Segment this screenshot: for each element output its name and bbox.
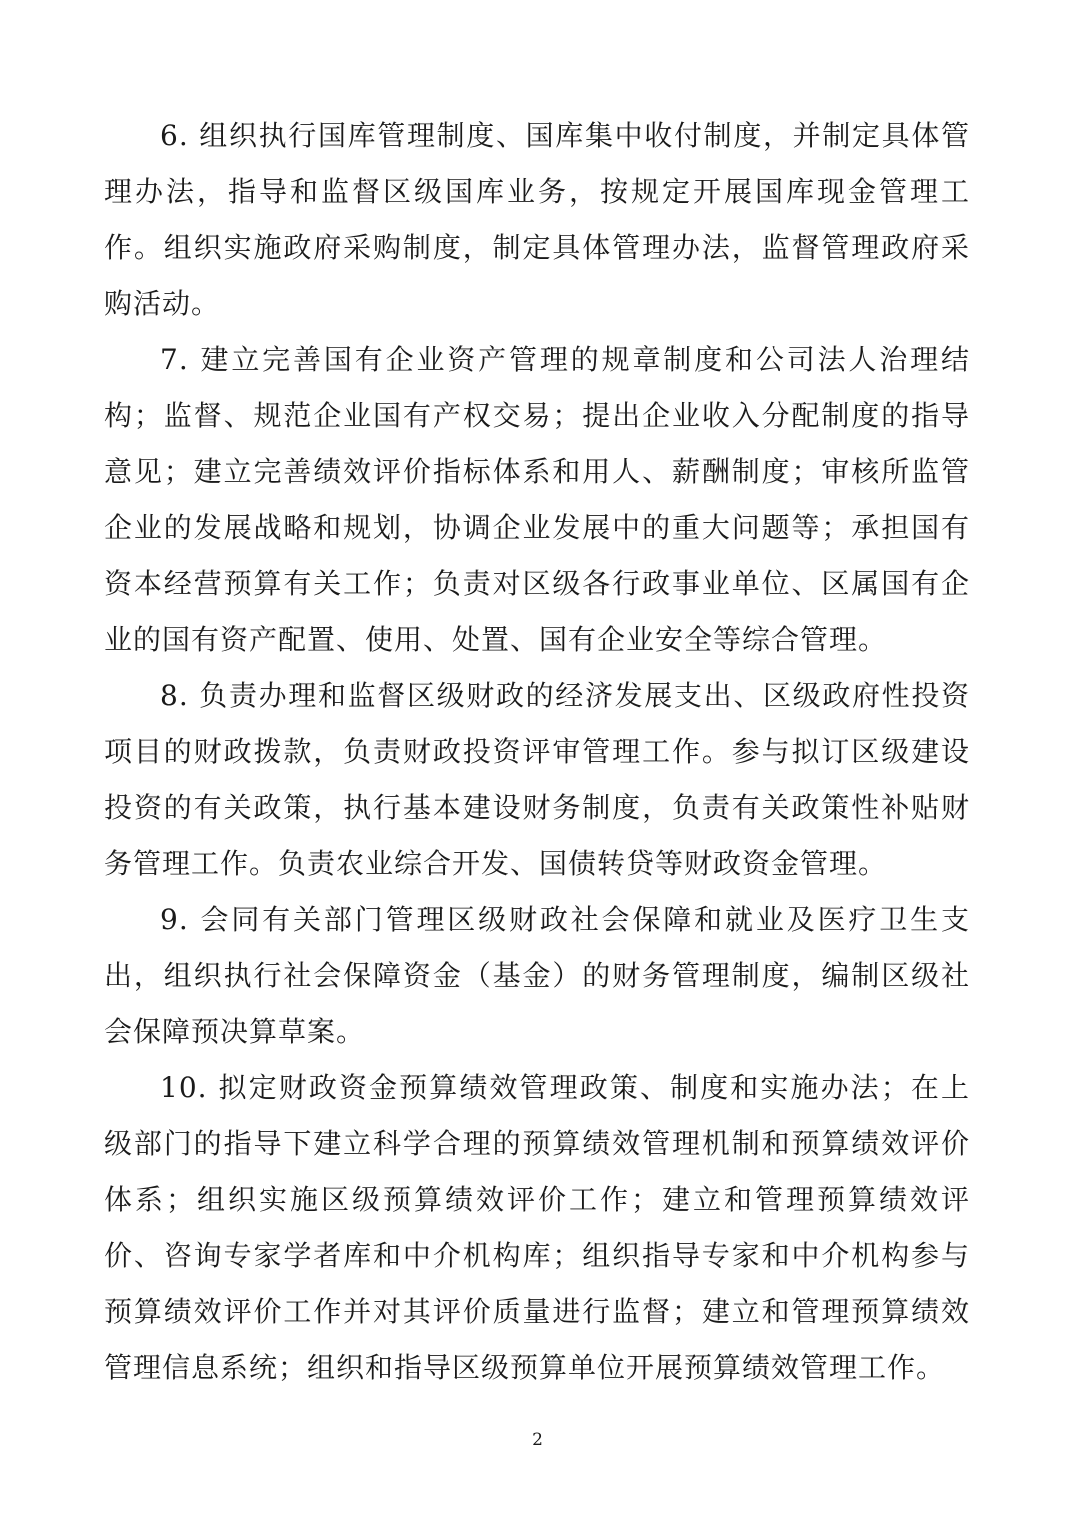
paragraph-item-8: 8. 负责办理和监督区级财政的经济发展支出、区级政府性投资项目的财政拨款，负责财政投资评审管理工作。参与拟订区级建设投资的有关政策，执行基本建设财务制度，负责有关政策性补贴财务管理工作。负责农业综合开发、国债转贷等财政资金管理。 [104, 679, 970, 880]
document-body [104, 108, 970, 1396]
paragraph-item-7: 7. 建立完善国有企业资产管理的规章制度和公司法人治理结构；监督、规范企业国有产权交易；提出企业收入分配制度的指导意见；建立完善绩效评价指标体系和用人、薪酬制度；审核所监管企业的发展战略和规划，协调企业发展中的重大问题等；承担国有资本经营预算有关工作；负责对区级各行政事业单位、区属国有企业的国有资产配置、使用、处置、国有企业安全等综合管理。 [104, 343, 970, 656]
paragraph-item-6: 6. 组织执行国库管理制度、国库集中收付制度，并制定具体管理办法，指导和监督区级国库业务，按规定开展国库现金管理工作。组织实施政府采购制度，制定具体管理办法，监督管理政府采购活动。 [104, 119, 970, 320]
paragraph-item-9: 9. 会同有关部门管理区级财政社会保障和就业及医疗卫生支出，组织执行社会保障资金（基金）的财务管理制度，编制区级社会保障预决算草案。 [104, 903, 970, 1048]
paragraph-item-10: 10. 拟定财政资金预算绩效管理政策、制度和实施办法；在上级部门的指导下建立科学合理的预算绩效管理机制和预算绩效评价体系；组织实施区级预算绩效评价工作；建立和管理预算绩效评价、咨询专家学者库和中介机构库；组织指导专家和中介机构参与预算绩效评价工作并对其评价质量进行监督；建立和管理预算绩效管理信息系统；组织和指导区级预算单位开展预算绩效管理工作。 [104, 1071, 970, 1384]
page-number: 2 [532, 1430, 543, 1450]
